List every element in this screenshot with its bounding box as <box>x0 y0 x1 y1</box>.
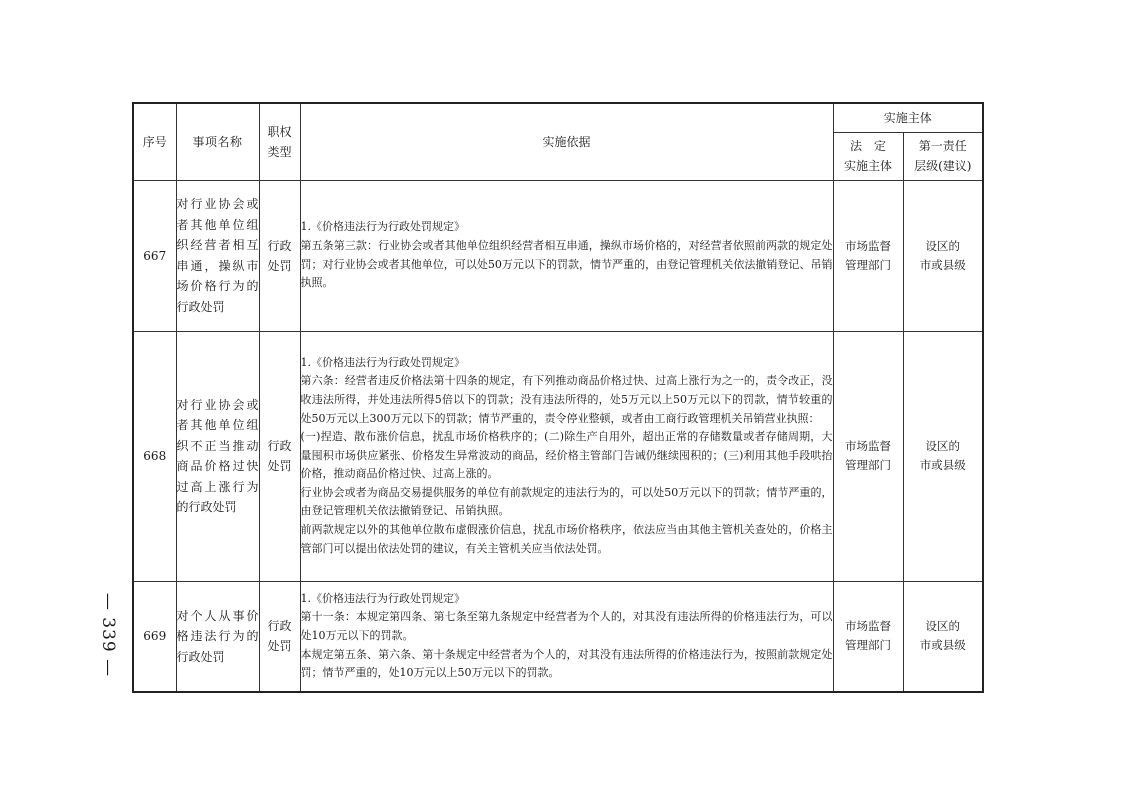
legal-basis <box>300 180 833 331</box>
law-article-para3: 前两款规定以外的其他单位散布虚假涨价信息，扰乱市场价格秩序，依法应当由其他主管机关查处的，价格主管部门可以提出依法处罚的建议，有关主管机关应当依法处罚。 <box>300 523 833 555</box>
header-legal-subject <box>833 132 903 180</box>
level-line1: 设区的 <box>925 619 960 634</box>
header-legal-line1: 法 定 <box>849 139 886 153</box>
type-line2: 处罚 <box>267 459 292 473</box>
law-article: 第十一条：本规定第四条、第七条至第九条规定中经营者为个人的，对其没有违法所得的价格违法行为，可以处10万元以下的罚款。 <box>300 610 833 642</box>
type-line1: 行政 <box>267 238 292 253</box>
item-name: 对行业协会或者其他单位组织不正当推动商品价格过快过高上涨行为的行政处罚 <box>176 331 259 581</box>
level-line2: 市或县级 <box>919 638 966 653</box>
header-type-line1: 职权 <box>267 124 292 139</box>
legal-subject <box>833 581 903 692</box>
law-article-para2: 本规定第五条、第六条、第十条规定中经营者为个人的，对其没有违法所得的价格违法行为，按照前款规定处罚；情节严重的，处10万元以上50万元以下的罚款。 <box>300 647 833 680</box>
header-legal-line2: 实施主体 <box>843 159 892 173</box>
subject-line1: 市场监督 <box>845 439 891 453</box>
law-article: 第六条：经营者违反价格法第十四条的规定，有下列推动商品价格过快、过高上涨行为之一的，责令改正，没收违法所得，并处违法所得5倍以下的罚款；没有违法所得的，处5万元以上50万元以下的罚款，情节较重的处50万元以上300万元以下的罚款；情节严重的，责令停业整顿，或者由工商行政管理机关吊销营业执照： <box>300 374 833 425</box>
header-type-line2: 类型 <box>267 144 292 159</box>
table-row <box>133 180 983 331</box>
authority-type <box>259 581 300 692</box>
enforcement-items-table <box>132 102 984 693</box>
type-line1: 行政 <box>267 439 292 453</box>
law-article-para2: 行业协会或者为商品交易提供服务的单位有前款规定的违法行为的，可以处50万元以下的罚款；情节严重的，由登记管理机关依法撤销登记、吊销执照。 <box>300 485 833 518</box>
authority-type <box>259 180 300 331</box>
responsibility-level <box>903 331 983 581</box>
type-line2: 处罚 <box>267 258 292 273</box>
item-name: 对个人从事价格违法行为的行政处罚 <box>176 581 259 692</box>
law-article: 第五条第三款：行业协会或者其他单位组织经营者相互串通，操纵市场价格的，对经营者依照前两款的规定处罚；对行业协会或者其他单位，可以处50万元以下的罚款，情节严重的，由登记管理机关依法撤销登记、吊销执照。 <box>300 238 833 290</box>
header-subject-group: 实施主体 <box>833 103 983 132</box>
table-row <box>133 331 983 581</box>
responsibility-level <box>903 180 983 331</box>
page-number <box>83 592 133 678</box>
table-row <box>133 581 983 692</box>
law-article-items: (一)捏造、散布涨价信息，扰乱市场价格秩序的；(二)除生产自用外，超出正常的存储数量或者存储周期，大量囤积市场供应紧张、价格发生异常波动的商品，经价格主管部门告诫仍继续囤积的；(三)利用其他手段哄抬价格，推动商品价格过快、过高上涨的。 <box>300 430 833 481</box>
legal-basis <box>300 581 833 692</box>
law-title: 1.《价格违法行为行政处罚规定》 <box>300 355 465 369</box>
type-line1: 行政 <box>267 619 292 634</box>
header-item-name: 事项名称 <box>176 103 259 180</box>
authority-type <box>259 331 300 581</box>
header-resp-line1: 第一责任 <box>918 139 967 153</box>
legal-basis <box>300 331 833 581</box>
legal-subject <box>833 180 903 331</box>
subject-line1: 市场监督 <box>845 619 891 634</box>
type-line2: 处罚 <box>267 639 292 654</box>
level-line1: 设区的 <box>925 238 960 253</box>
item-name: 对行业协会或者其他单位组织经营者相互串通，操纵市场价格行为的行政处罚 <box>176 180 259 331</box>
legal-subject <box>833 331 903 581</box>
responsibility-level <box>903 581 983 692</box>
header-type <box>259 103 300 180</box>
subject-line2: 管理部门 <box>845 458 891 472</box>
row-number: 667 <box>133 180 176 331</box>
level-line2: 市或县级 <box>919 257 966 272</box>
law-title: 1.《价格违法行为行政处罚规定》 <box>300 220 465 234</box>
header-seq: 序号 <box>133 103 176 180</box>
level-line1: 设区的 <box>925 439 960 453</box>
subject-line2: 管理部门 <box>845 257 891 272</box>
subject-line2: 管理部门 <box>845 638 891 653</box>
header-resp-line2: 层级(建议) <box>914 159 972 173</box>
subject-line1: 市场监督 <box>845 238 891 253</box>
law-title: 1.《价格违法行为行政处罚规定》 <box>300 591 465 605</box>
page-number-text: — 339 — <box>98 592 119 678</box>
header-basis: 实施依据 <box>300 103 833 180</box>
level-line2: 市或县级 <box>919 458 966 472</box>
header-responsibility-level <box>903 132 983 180</box>
row-number: 668 <box>133 331 176 581</box>
row-number: 669 <box>133 581 176 692</box>
